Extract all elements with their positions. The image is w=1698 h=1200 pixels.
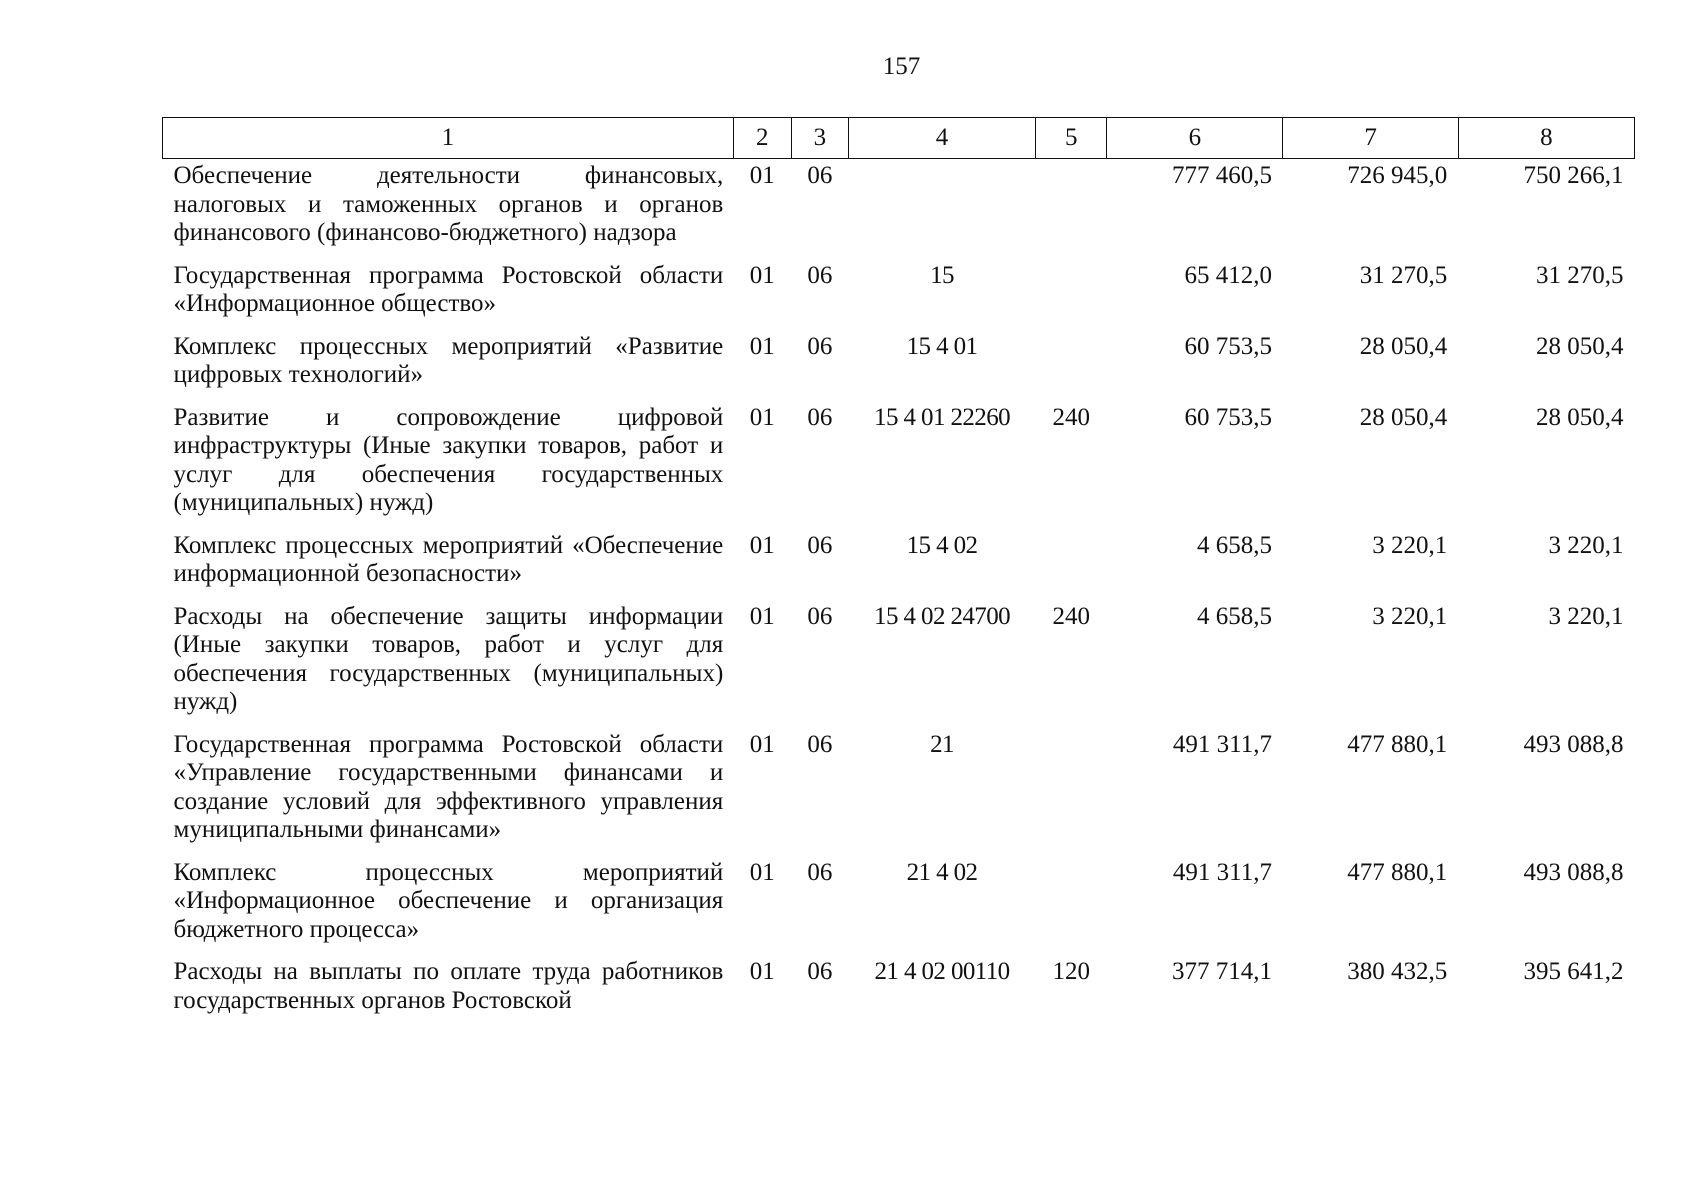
row-section: 01 (749, 531, 775, 559)
header-col-1: 1 (163, 118, 734, 159)
row-expense-type: 240 (1052, 403, 1090, 431)
budget-table (162, 117, 1635, 1026)
row-expense-type (1036, 159, 1107, 259)
row-amount-year2: 477 880,1 (1347, 730, 1448, 758)
row-amount-year3: 3 220,1 (1548, 531, 1624, 559)
row-target-article: 15 4 01 22260 (874, 403, 1010, 431)
row-subsection: 06 (807, 261, 833, 289)
row-amount-year3: 750 266,1 (1523, 162, 1624, 189)
row-section: 01 (749, 730, 775, 758)
row-name: Расходы на обеспечение защиты информации (Иные закупки товаров, работ и услуг для обеспечения государственных (муниципальных) нужд) (173, 602, 724, 715)
header-col-5: 5 (1036, 118, 1107, 159)
header-col-3: 3 (791, 118, 848, 159)
row-name: Развитие и сопровождение цифровой инфраструктуры (Иные закупки товаров, работ и услуг для обеспечения государственных (муниципальных) нужд) (173, 403, 724, 516)
row-amount-year2: 28 050,4 (1359, 332, 1448, 360)
row-name: Комплекс процессных мероприятий «Обеспечение информационной безопасности» (173, 531, 724, 587)
row-amount-year2: 380 432,5 (1347, 958, 1448, 985)
row-subsection: 06 (807, 858, 833, 886)
table-row (163, 159, 1635, 259)
row-expense-type (1036, 259, 1107, 330)
row-name: Комплекс процессных мероприятий «Информационное обеспечение и организация бюджетного процесса» (173, 858, 724, 943)
row-amount-year3: 395 641,2 (1523, 958, 1624, 985)
row-amount-year2: 477 880,1 (1347, 858, 1448, 886)
row-section: 01 (749, 261, 775, 289)
row-section: 01 (749, 958, 775, 985)
row-subsection: 06 (807, 162, 833, 189)
row-amount-year3: 31 270,5 (1536, 261, 1624, 289)
page-number: 157 (882, 53, 921, 80)
header-col-8: 8 (1458, 118, 1634, 159)
row-target-article: 21 (930, 730, 954, 758)
header-col-7: 7 (1283, 118, 1458, 159)
header-col-4: 4 (848, 118, 1035, 159)
row-subsection: 06 (807, 531, 833, 559)
table-row (163, 330, 1635, 401)
row-amount-year1: 777 460,5 (1171, 162, 1272, 189)
row-subsection: 06 (807, 602, 833, 630)
table-row (163, 259, 1635, 330)
row-amount-year3: 28 050,4 (1536, 332, 1624, 360)
row-expense-type (1036, 856, 1107, 956)
row-expense-type: 120 (1052, 958, 1090, 985)
row-section: 01 (749, 602, 775, 630)
row-name: Государственная программа Ростовской области «Управление государственными финансами и создание условий для эффективного управления муниципальными финансами» (173, 730, 724, 843)
row-name: Государственная программа Ростовской области «Информационное общество» (173, 261, 724, 317)
row-target-article: 21 4 02 00110 (874, 958, 1010, 985)
row-name: Комплекс процессных мероприятий «Развитие цифровых технологий» (173, 332, 724, 388)
row-amount-year1: 60 753,5 (1184, 403, 1272, 431)
table-row (163, 728, 1635, 856)
row-amount-year3: 493 088,8 (1523, 858, 1624, 886)
row-section: 01 (749, 858, 775, 886)
header-row (163, 118, 1635, 159)
row-amount-year1: 60 753,5 (1184, 332, 1272, 360)
table-row (163, 955, 1635, 1026)
row-target-article (848, 159, 1035, 259)
row-target-article: 15 4 02 24700 (874, 602, 1010, 630)
row-expense-type (1036, 728, 1107, 856)
row-amount-year2: 726 945,0 (1347, 162, 1448, 189)
row-section: 01 (749, 403, 775, 431)
row-amount-year3: 28 050,4 (1536, 403, 1624, 431)
header-col-2: 2 (733, 118, 791, 159)
table-header (163, 118, 1635, 159)
row-amount-year1: 491 311,7 (1172, 858, 1272, 886)
row-amount-year1: 65 412,0 (1184, 261, 1272, 289)
row-amount-year2: 3 220,1 (1372, 602, 1448, 630)
row-target-article: 15 4 01 (906, 332, 978, 360)
row-amount-year1: 4 658,5 (1196, 531, 1272, 559)
row-name: Расходы на выплаты по оплате труда работников государственных органов Ростовской (173, 958, 724, 1014)
row-expense-type (1036, 529, 1107, 600)
row-amount-year1: 377 714,1 (1171, 958, 1272, 985)
row-section: 01 (749, 162, 775, 189)
table-row (163, 856, 1635, 956)
row-subsection: 06 (807, 958, 833, 985)
table-body (163, 159, 1635, 1027)
row-subsection: 06 (807, 332, 833, 360)
row-amount-year3: 493 088,8 (1523, 730, 1624, 758)
row-amount-year2: 28 050,4 (1359, 403, 1448, 431)
row-amount-year1: 4 658,5 (1196, 602, 1272, 630)
table-row (163, 529, 1635, 600)
row-expense-type: 240 (1052, 602, 1090, 630)
row-expense-type (1036, 330, 1107, 401)
table-row (163, 600, 1635, 728)
row-subsection: 06 (807, 730, 833, 758)
row-amount-year2: 3 220,1 (1372, 531, 1448, 559)
row-subsection: 06 (807, 403, 833, 431)
row-target-article: 15 (930, 261, 954, 289)
row-amount-year2: 31 270,5 (1359, 261, 1448, 289)
row-amount-year1: 491 311,7 (1172, 730, 1272, 758)
header-col-6: 6 (1107, 118, 1283, 159)
table-row (163, 401, 1635, 529)
row-section: 01 (749, 332, 775, 360)
row-target-article: 21 4 02 (906, 858, 978, 886)
row-target-article: 15 4 02 (906, 531, 978, 559)
row-name: Обеспечение деятельности финансовых, налоговых и таможенных органов и органов финансового (финансово-бюджетного) надзора (173, 162, 724, 246)
row-amount-year3: 3 220,1 (1548, 602, 1624, 630)
